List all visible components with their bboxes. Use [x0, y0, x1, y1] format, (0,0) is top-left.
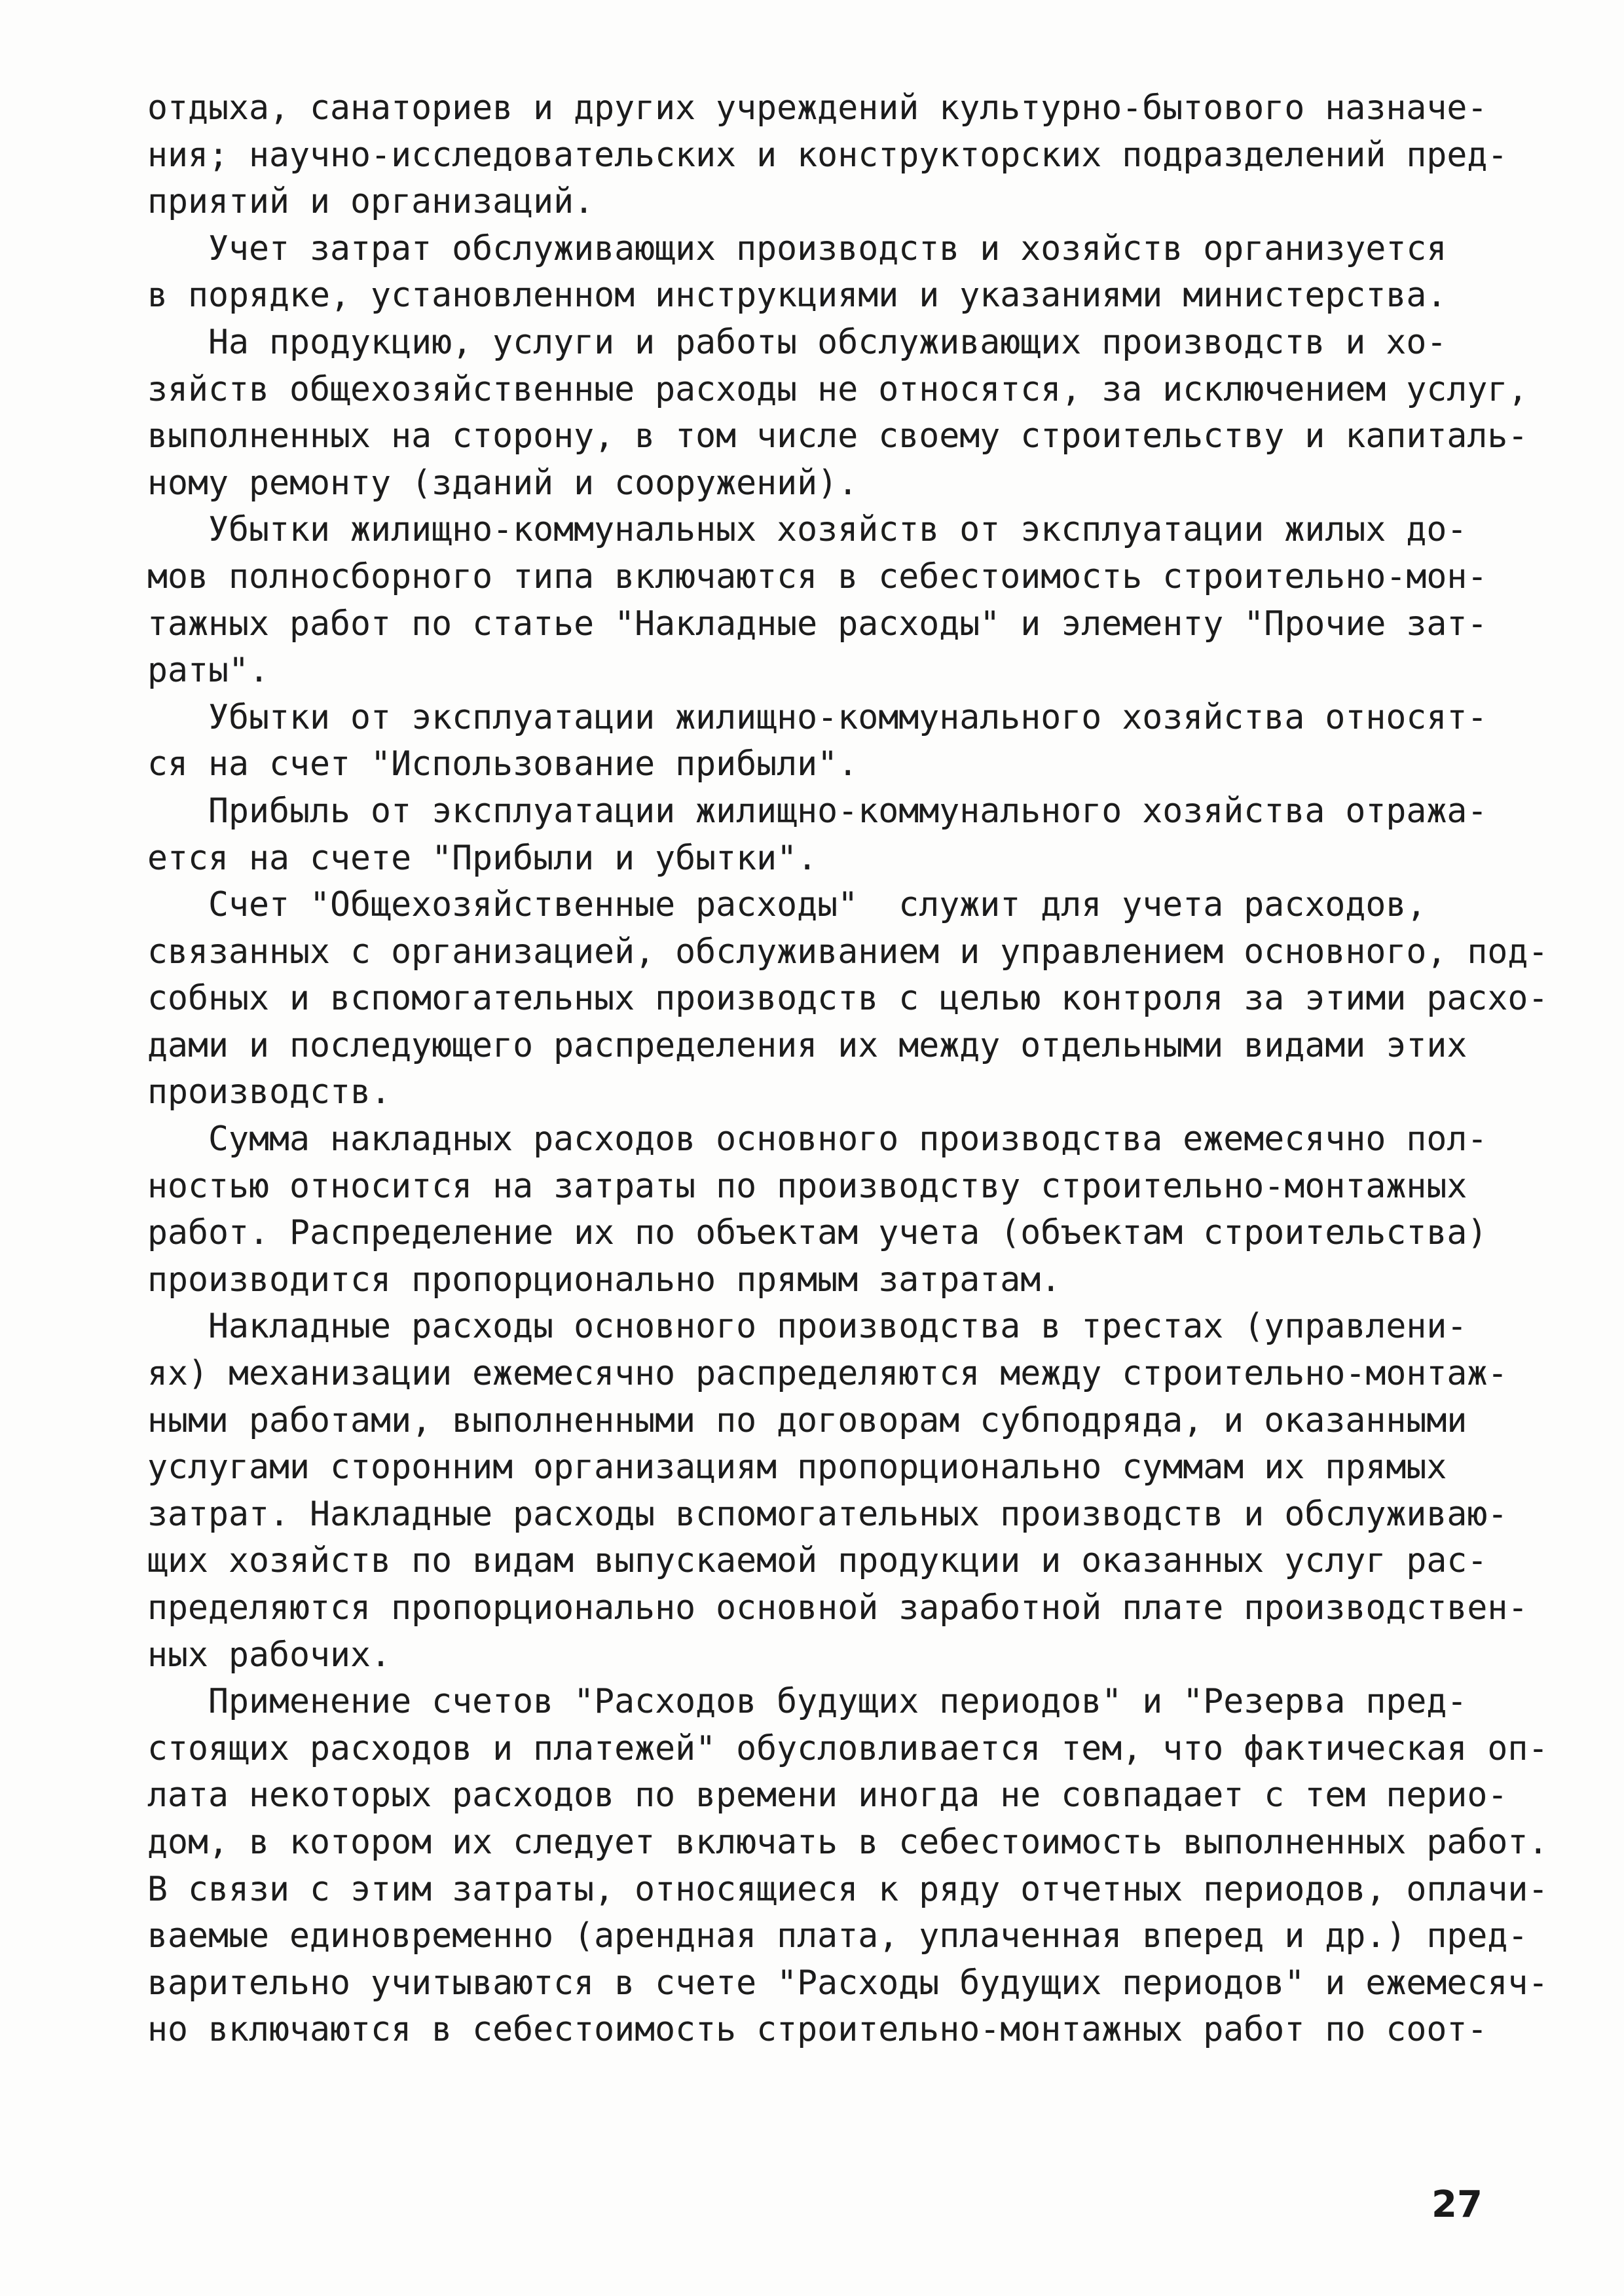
text-line: ваемые единовременно (арендная плата, уплаченная вперед и др.) пред- — [147, 1916, 1528, 1956]
text-line: в порядке, установленном инструкциями и указаниями министерства. — [147, 276, 1447, 316]
body-text — [147, 85, 1549, 2054]
text-line: ях) механизации ежемесячно распределяются между строительно-монтаж- — [147, 1354, 1508, 1394]
text-line: приятий и организаций. — [147, 182, 595, 222]
text-line: ния; научно-исследовательских и конструкторских подразделений пред- — [147, 135, 1508, 175]
text-line: выполненных на сторону, в том числе своему строительству и капиталь- — [147, 416, 1528, 456]
text-line: тажных работ по статье "Накладные расходы" и элементу "Прочие зат- — [147, 604, 1488, 644]
text-line: дом, в котором их следует включать в себестоимость выполненных работ. — [147, 1822, 1549, 1862]
text-line: но включаются в себестоимость строительно-монтажных работ по соот- — [147, 2010, 1488, 2050]
text-line: ностью относится на затраты по производству строительно-монтажных — [147, 1166, 1467, 1206]
text-line: производится пропорционально прямым затратам. — [147, 1260, 1061, 1300]
text-line: собных и вспомогательных производств с целью контроля за этими расхо- — [147, 979, 1549, 1019]
text-line: Убытки от эксплуатации жилищно-коммунального хозяйства относят- — [147, 697, 1488, 737]
text-line: работ. Распределение их по объектам учета (объектам строительства) — [147, 1213, 1488, 1253]
text-line: отдыха, санаториев и других учреждений культурно-бытового назначе- — [147, 88, 1488, 128]
text-line: лата некоторых расходов по времени иногда не совпадает с тем перио- — [147, 1776, 1508, 1815]
text-line: мов полносборного типа включаются в себестоимость строительно-мон- — [147, 556, 1488, 596]
text-line: В связи с этим затраты, относящиеся к ряду отчетных периодов, оплачи- — [147, 1869, 1549, 1909]
text-line: пределяются пропорционально основной заработной плате производствен- — [147, 1588, 1528, 1628]
text-line: На продукцию, услуги и работы обслуживающих производств и хо- — [147, 322, 1447, 362]
text-line: услугами сторонним организациям пропорционально суммам их прямых — [147, 1448, 1447, 1487]
text-line: Убытки жилищно-коммунальных хозяйств от эксплуатации жилых до- — [147, 510, 1467, 550]
text-line: связанных с организацией, обслуживанием и управлением основного, под- — [147, 932, 1549, 972]
text-line: затрат. Накладные расходы вспомогательных производств и обслуживаю- — [147, 1494, 1508, 1534]
text-line: стоящих расходов и платежей" обусловливается тем, что фактическая оп- — [147, 1728, 1549, 1768]
text-line: Учет затрат обслуживающих производств и хозяйств организуется — [147, 228, 1447, 268]
text-line: производств. — [147, 1072, 392, 1112]
text-line: ся на счет "Использование прибыли". — [147, 744, 858, 784]
text-line: Сумма накладных расходов основного производства ежемесячно пол- — [147, 1120, 1488, 1159]
text-line: зяйств общехозяйственные расходы не относятся, за исключением услуг, — [147, 369, 1528, 409]
text-line: дами и последующего распределения их между отдельными видами этих — [147, 1025, 1467, 1065]
page-number: 27 — [1431, 2183, 1483, 2226]
text-line: щих хозяйств по видам выпускаемой продукции и оказанных услуг рас- — [147, 1541, 1488, 1581]
text-line: ных рабочих. — [147, 1635, 392, 1675]
text-line: варительно учитываются в счете "Расходы будущих периодов" и ежемесяч- — [147, 1963, 1549, 2003]
text-line: Прибыль от эксплуатации жилищно-коммунального хозяйства отража- — [147, 791, 1488, 831]
text-line: Применение счетов "Расходов будущих периодов" и "Резерва пред- — [147, 1682, 1467, 1722]
text-line: Счет "Общехозяйственные расходы" служит для учета расходов, — [147, 885, 1427, 925]
text-line: ется на счете "Прибыли и убытки". — [147, 838, 818, 878]
text-line: ными работами, выполненными по договорам субподряда, и оказанными — [147, 1400, 1467, 1440]
text-line: раты". — [147, 651, 270, 691]
text-line: Накладные расходы основного производства в трестах (управлени- — [147, 1307, 1467, 1347]
text-line: ному ремонту (зданий и сооружений). — [147, 463, 858, 503]
